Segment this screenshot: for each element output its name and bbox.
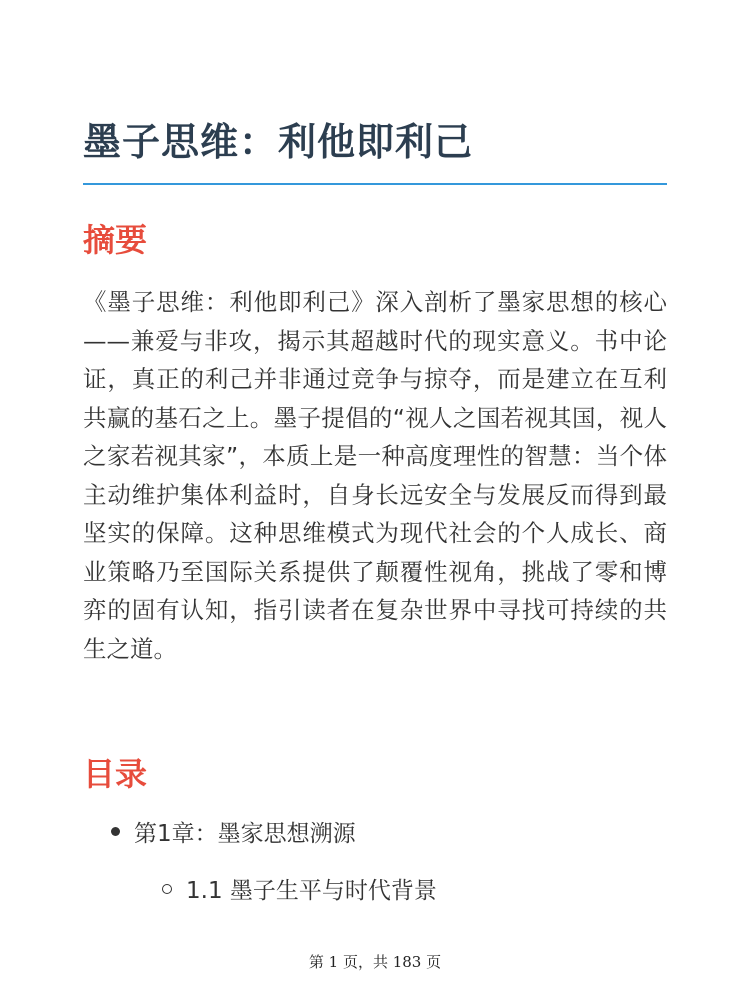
document-title: 墨子思维：利他即利己 [83,120,474,164]
bullet-disc-icon [111,827,120,836]
toc-item-label: 第1章：墨家思想溯源 [134,821,356,847]
abstract-paragraph: 《墨子思维：利他即利己》深入剖析了墨家思想的核心——兼爱与非攻，揭示其超越时代的现实意义。书中论证，真正的利己并非通过竞争与掠夺，而是建立在互利共赢的基石之上。墨子提倡的“视人之国若视其国，视人之家若视其家”，本质上是一种高度理性的智慧：当个体主动维护集体利益时，自身长远安全与发展反而得到最坚实的保障。这种思维模式为现代社会的个人成长、商业策略乃至国际关系提供了颠覆性视角，挑战了零和博弈的固有认知，指引读者在复杂世界中寻找可持续的共生之道。 [83,288,667,663]
toc-heading: 目录 [83,755,148,793]
toc-item-label: 1.1 墨子生平与时代背景 [186,878,437,904]
toc-item-chapter-1[interactable] [111,818,356,850]
abstract-heading: 摘要 [83,221,148,259]
toc-item-section-1-1[interactable] [162,875,437,907]
bullet-circle-icon [162,884,172,894]
title-divider [83,183,667,185]
page-number-footer: 第 1 页，共 183 页 [308,953,442,971]
